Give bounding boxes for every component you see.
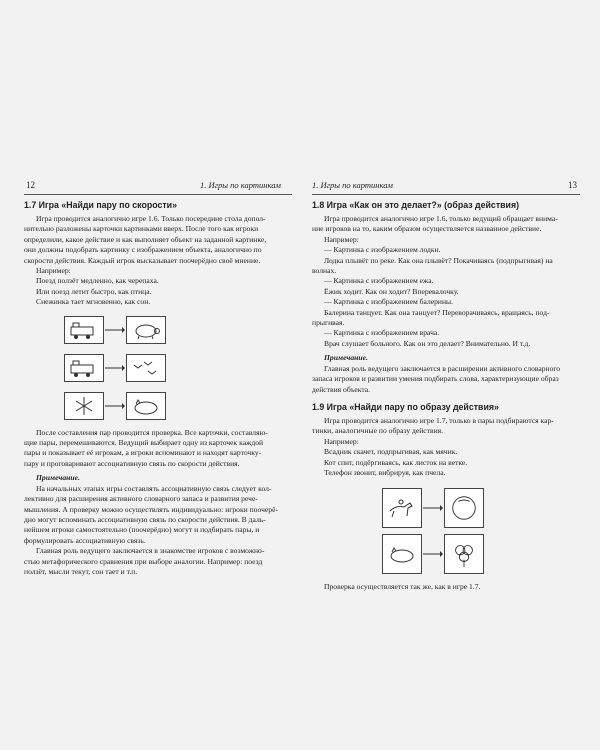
- example-line: Поезд ползёт медленно, как черепаха.: [36, 276, 159, 286]
- right-running-head: 1. Игры по картинкам: [312, 180, 393, 190]
- sleeping-cat-card: [382, 534, 422, 574]
- closing-line: Проверка осуществляется так же, как в игре 1.7.: [324, 582, 481, 592]
- note-line: мышления. А проверку можно осуществлять индивидуально: игроки поочерё-: [24, 504, 278, 514]
- right-page-number: 13: [568, 180, 577, 190]
- note-line: действия объекта.: [312, 384, 371, 394]
- train-icon: [68, 319, 100, 341]
- note-line: Главная роль ведущего заключается в расширении активного словарного: [324, 363, 561, 373]
- pair-row-snowflake-sleep: [64, 388, 292, 424]
- example-line: Снежинка тает мгновенно, как сон.: [36, 297, 151, 307]
- left-running-head: 1. Игры по картинкам: [200, 180, 281, 190]
- pair-row-train-turtle: [64, 312, 292, 348]
- clover-leaf-icon: [449, 539, 479, 569]
- speed-pairs-figure: [64, 312, 292, 424]
- note-line: формулировать ассоциативную связь.: [24, 535, 146, 545]
- sleeping-cat-card: [126, 392, 166, 420]
- section2-line: тинки, аналогичные по образу действия.: [312, 426, 444, 436]
- leaf-card: [444, 534, 484, 574]
- right-header-rule: [312, 194, 580, 195]
- note-line: лективно для расширения активного словарного запаса и развития рече-: [24, 494, 258, 504]
- note-title: Примечание.: [324, 353, 368, 363]
- final-line: ползёт, мысли текут, сон тает и т.п.: [24, 566, 138, 576]
- example-label: Например:: [324, 234, 359, 244]
- final-line: стью метафорического сравнения при выборе аналогии. Например: поезд: [24, 556, 263, 566]
- after-figure-line: После составления пар проводится проверка. Все карточки, составляю-: [36, 427, 268, 437]
- intro-line: определили, какое действие и как выполняет объект на заданной картинке,: [24, 234, 267, 244]
- sleeping-cat-icon: [130, 395, 162, 417]
- example-line: Балерина танцует. Как она танцует? Переворачиваясь, вращаясь, под-: [324, 307, 550, 317]
- birds-icon: [130, 357, 162, 379]
- example-label: Например:: [324, 436, 359, 446]
- example-line: Врач слушает больного. Как он это делает? Внимательно. И т.д.: [324, 338, 531, 348]
- example-line: Лодка плывёт по реке. Как она плывёт? Покачиваясь (подпрыгивая) на: [324, 255, 553, 265]
- right-page: [312, 200, 580, 593]
- example-line: Или поезд летит быстро, как птица.: [36, 286, 152, 296]
- section-title-1-7: 1.7 Игра «Найди пару по скорости»: [24, 200, 177, 210]
- birds-card: [126, 354, 166, 382]
- example-label: Например:: [36, 266, 71, 276]
- ball-icon: [449, 493, 479, 523]
- left-page: [24, 200, 292, 577]
- example-line: прыгивая.: [312, 318, 345, 328]
- example-line: — Картинка с изображением лодки.: [324, 245, 441, 255]
- example-line: волнах.: [312, 266, 337, 276]
- after-figure-line: пары и показывает её игрокам, а игроки вспоминают и находят карточку-: [24, 448, 262, 458]
- section-title-1-9: 1.9 Игра «Найди пару по образу действия»: [312, 401, 499, 412]
- note-line: На начальных этапах игры составлять ассоциативную связь следует кол-: [36, 483, 272, 493]
- intro-line: Игра проводится аналогично игре 1.6. Только посередине стола допол-: [36, 214, 266, 223]
- action-pairs-figure: [382, 486, 580, 576]
- intro-line: скорости действия. Каждый игрок высказывает поочерёдно своё мнение.: [24, 255, 261, 265]
- example-line: Телефон звонит, вибрируя, как пчела.: [324, 467, 446, 477]
- example-line: Кот спит, подёргиваясь, как листок на ветке.: [324, 457, 468, 467]
- intro-line: они должны подобрать картинку с изображением объекта, аналогично по: [24, 245, 262, 255]
- turtle-card: [126, 316, 166, 344]
- left-header-rule: [24, 194, 292, 195]
- after-figure-line: пару и проговаривают ассоциативную связь по скорости действия.: [24, 458, 240, 468]
- example-line: — Картинка с изображением ежа.: [324, 276, 434, 286]
- example-line: — Картинка с изображением балерины.: [324, 297, 454, 307]
- note-title: Примечание.: [36, 473, 80, 483]
- arrow-icon: [104, 401, 126, 411]
- arrow-icon: [422, 549, 444, 559]
- note-line: нейшем игроки самостоятельно (поочерёдно) могут и подбирать пары, и: [24, 525, 260, 535]
- note-line: запаса игроков и развитии умения подбирать слова, характеризующие образ: [312, 374, 559, 384]
- section2-line: Игра проводится аналогично игре 1.7, только в пары подбираются кар-: [324, 415, 554, 425]
- arrow-icon: [104, 325, 126, 335]
- example-line: — Картинка с изображением врача.: [324, 328, 440, 338]
- section-title-1-8: 1.8 Игра «Как он это делает?» (образ действия): [312, 200, 520, 210]
- ball-card: [444, 488, 484, 528]
- intro-line: нительно разложены карточки картинками вверх. После того как игроки: [24, 224, 259, 234]
- left-page-number: 12: [26, 180, 35, 190]
- after-figure-line: щие пары, перемешиваются. Ведущий выбирает одну из карточек каждой: [24, 438, 264, 448]
- example-line: Ёжик ходит. Как он ходит? Вперевалочку.: [324, 286, 459, 296]
- train-icon: [68, 357, 100, 379]
- train-card: [64, 354, 104, 382]
- example-line: Всадник скачет, подпрыгивая, как мячик.: [324, 447, 458, 457]
- snowflake-icon: [68, 395, 100, 417]
- note-line: дно могут вспоминать ассоциативную связь по скорости действия. В даль-: [24, 514, 266, 524]
- rider-card: [382, 488, 422, 528]
- arrow-icon: [422, 503, 444, 513]
- turtle-icon: [130, 319, 162, 341]
- horse-rider-icon: [386, 497, 418, 519]
- section1-line: ние игроков на то, каким образом осуществляется названное действие.: [312, 224, 542, 234]
- snowflake-card: [64, 392, 104, 420]
- train-card: [64, 316, 104, 344]
- final-line: Главная роль ведущего заключается в знакомстве игроков с возможно-: [36, 546, 265, 556]
- arrow-icon: [104, 363, 126, 373]
- section1-line: Игра проводится аналогично игре 1.6, только ведущий обращает внима-: [324, 214, 558, 223]
- pair-row-train-bird: [64, 350, 292, 386]
- pair-row-cat-leaf: [382, 532, 580, 576]
- sleeping-cat-icon: [386, 543, 418, 565]
- pair-row-rider-ball: [382, 486, 580, 530]
